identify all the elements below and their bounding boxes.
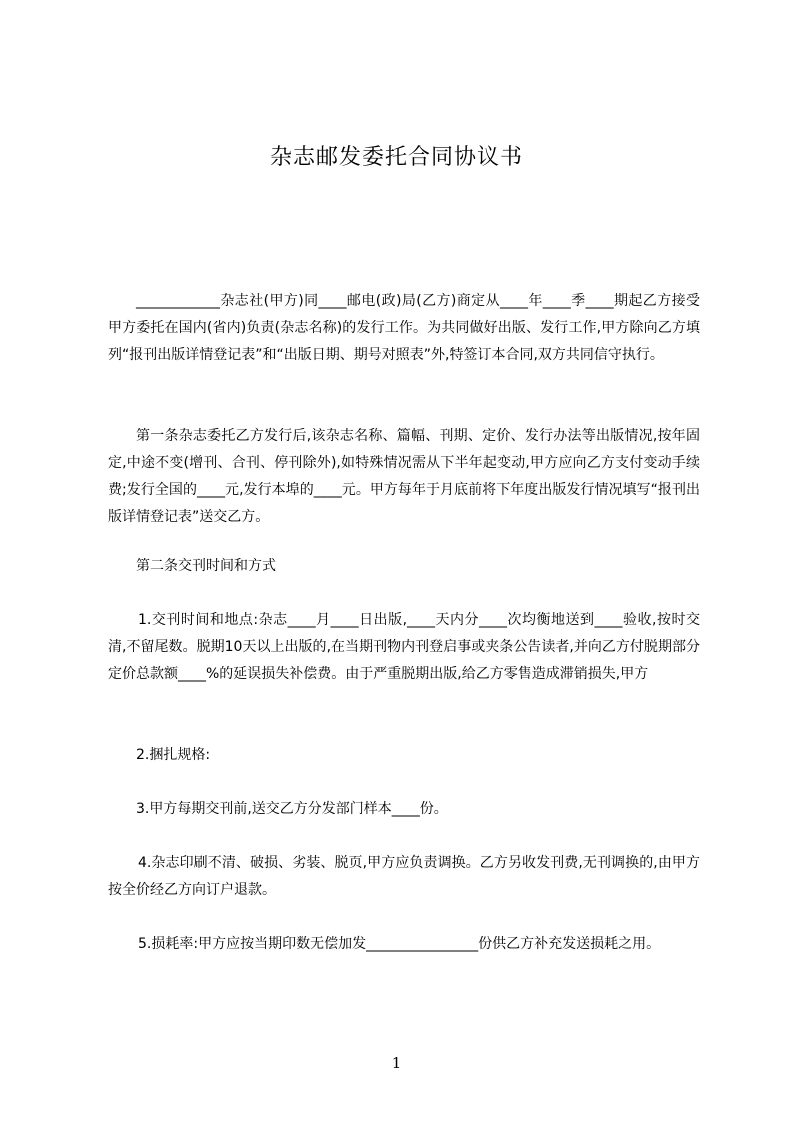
page-number: 1 <box>391 1054 402 1072</box>
article-2-item-1: 1.交刊时间和地点:杂志____月____日出版,____天内分____次均衡地送到____验收,按时交清,不留尾数。脱期10天以上出版的,在当期刊物内刊登启事或夹条公告读者,并向乙方付脱期部分定价总款额____%的延误损失补偿费。由于严重脱期出版,给乙方零售造成滞销损失,甲方 <box>108 612 700 682</box>
article-2-item-2: 2.捆扎规格: <box>136 747 211 763</box>
article-2-item-3: 3.甲方每期交刊前,送交乙方分发部门样本____份。 <box>136 801 448 817</box>
article-1-paragraph: 第一条杂志委托乙方发行后,该杂志名称、篇幅、刊期、定价、发行办法等出版情况,按年固定,中途不变(增刊、合刊、停刊除外),如特殊情况需从下半年起变动,甲方应向乙方支付变动手续费;发行全国的____元,发行本埠的____元。甲方每年于月底前将下年度出版发行情况填写“报刊出版详情登记表”送交乙方。 <box>108 428 700 525</box>
article-2-heading: 第二条交刊时间和方式 <box>136 558 276 574</box>
intro-paragraph: ____________杂志社(甲方)同____邮电(政)局(乙方)商定从____年____季____期起乙方接受甲方委托在国内(省内)负责(杂志名称)的发行工作。为共同做好出版、发行工作,甲方除向乙方填列“报刊出版详情登记表”和“出版日期、期号对照表”外,特签订本合同,双方共同信守执行。 <box>108 293 700 363</box>
document-title: 杂志邮发委托合同协议书 <box>269 145 523 170</box>
article-2-item-5: 5.损耗率:甲方应按当期印数无偿加发________________份供乙方补充发送损耗之用。 <box>138 936 661 952</box>
article-2-item-4: 4.杂志印刷不清、破损、劣装、脱页,甲方应负责调换。乙方另收发刊费,无刊调换的,由甲方按全价经乙方向订户退款。 <box>108 855 700 898</box>
